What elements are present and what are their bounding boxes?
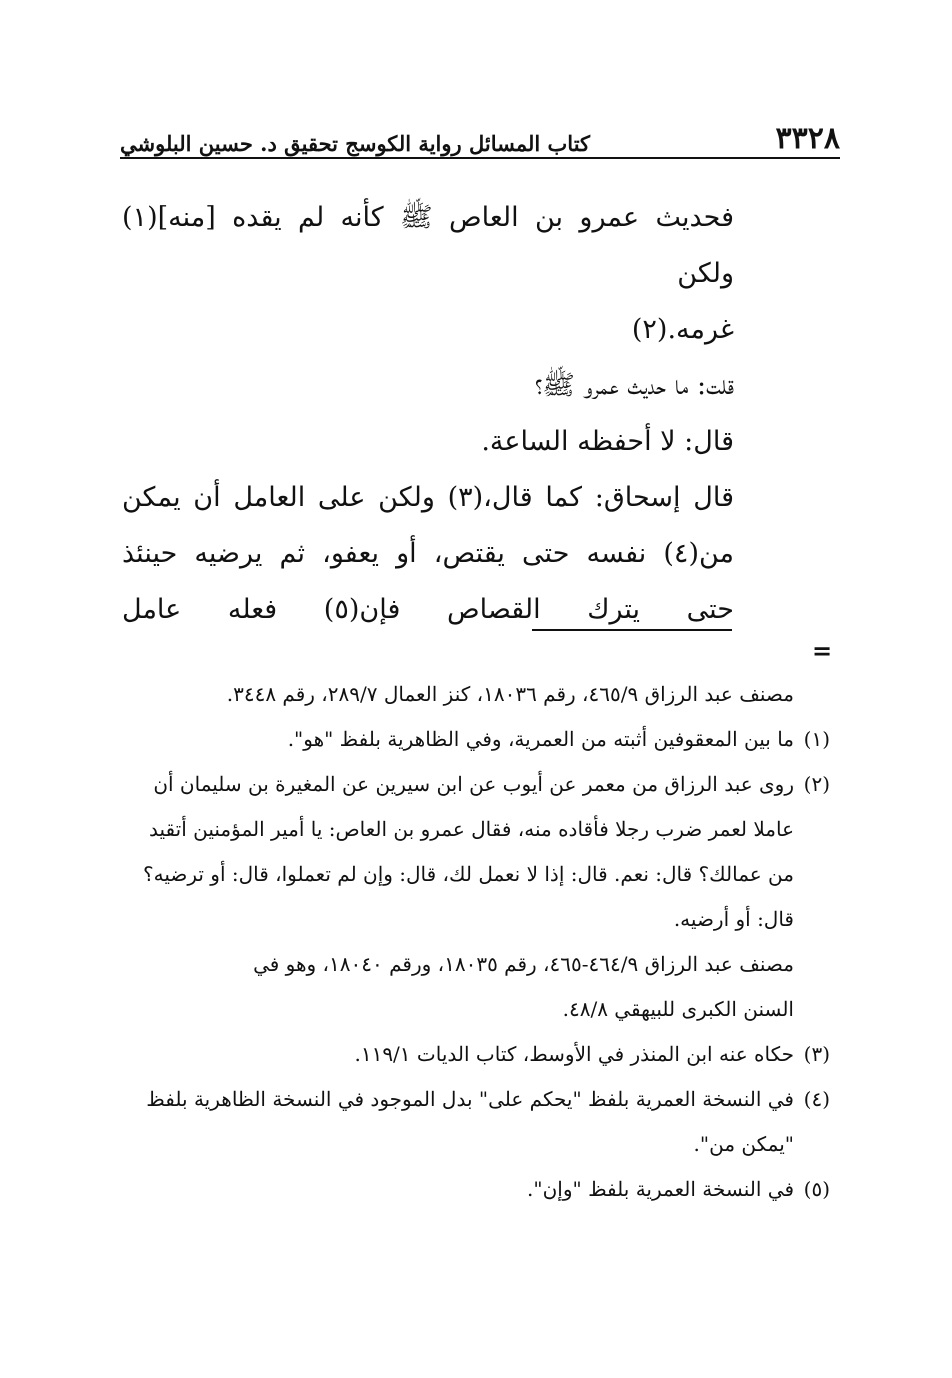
footnote-number: (٣) <box>803 1042 830 1066</box>
footnote-text: حكاه عنه ابن المنذر في الأوسط، كتاب الديات ١١٩/١. <box>354 1042 794 1066</box>
footnotes <box>122 672 830 1212</box>
footnote-text: ما بين المعقوفين أثبته من العمرية، وفي الظاهرية بلفظ "هو". <box>287 727 794 751</box>
text-line: من(٤) نفسه حتى يقتص، أو يعفو، ثم يرضيه حينئذ <box>122 538 734 569</box>
footnote-line: "يمكن من". <box>693 1132 794 1156</box>
footnote-number: (١) <box>803 727 830 751</box>
footnote-separator <box>532 629 732 631</box>
text-line: قال: لا أحفظه الساعة. <box>481 426 734 457</box>
text-line: فحديث عمرو بن العاص ﷺ كأنه لم يقده [منه](١) ولكن <box>122 202 734 289</box>
footnote-line: روى عبد الرزاق من معمر عن أيوب عن ابن سيرين عن المغيرة بن سليمان أن <box>153 772 794 796</box>
footnote-line: قال: أو أرضيه. <box>673 907 794 931</box>
page-number: ٣٣٢٨ <box>775 121 840 156</box>
page-header <box>120 112 840 156</box>
footnote-line: مصنف عبد الرزاق ٤٦٤/٩-٤٦٥، رقم ١٨٠٣٥، ورقم ١٨٠٤٠، وهو في <box>253 952 794 976</box>
footnote-5 <box>122 1167 830 1212</box>
footnote-line: عاملا لعمر ضرب رجلا فأقاده منه، فقال عمرو بن العاص: يا أمير المؤمنين أتقيد <box>149 817 794 841</box>
footnote-number: (٥) <box>803 1177 830 1201</box>
footnote-body <box>122 762 794 1032</box>
footnote-4 <box>122 1077 830 1167</box>
footnote-text: في النسخة العمرية بلفظ "وإن". <box>527 1177 794 1201</box>
footnote-number: (٢) <box>803 772 830 796</box>
footnote-line: السنن الكبرى للبيهقي ٤٨/٨. <box>562 997 794 1021</box>
continuation-mark: = <box>812 636 833 665</box>
footnote-1 <box>122 717 830 762</box>
text-line: حتى يترك القصاص فإن(٥) فعله عامل <box>122 594 734 625</box>
footnote-line: في النسخة العمرية بلفظ "يحكم على" بدل الموجود في النسخة الظاهرية بلفظ <box>146 1087 794 1111</box>
header-rule <box>120 157 840 159</box>
text-line: قلت: ما حديث عمرو ﷺ؟ <box>534 370 734 401</box>
footnote-body <box>122 1077 794 1167</box>
text-line: قال إسحاق: كما قال،(٣) ولكن على العامل أن يمكن <box>122 482 734 513</box>
text-line: غرمه.(٢) <box>631 314 734 345</box>
main-text <box>122 190 734 638</box>
footnote-number: (٤) <box>803 1087 830 1111</box>
running-title: كتاب المسائل رواية الكوسج تحقيق د. حسين البلوشي <box>120 131 591 156</box>
footnote-2 <box>122 762 830 1032</box>
footnote-3 <box>122 1032 830 1077</box>
footnote-continuation: مصنف عبد الرزاق ٤٦٥/٩، رقم ١٨٠٣٦، كنز العمال ٢٨٩/٧، رقم ٣٤٤٨. <box>226 682 794 706</box>
footnote-line: من عمالك؟ قال: نعم. قال: إذا لا نعمل لك، قال: وإن لم تعملوا، قال: أو ترضيه؟ <box>142 862 794 886</box>
